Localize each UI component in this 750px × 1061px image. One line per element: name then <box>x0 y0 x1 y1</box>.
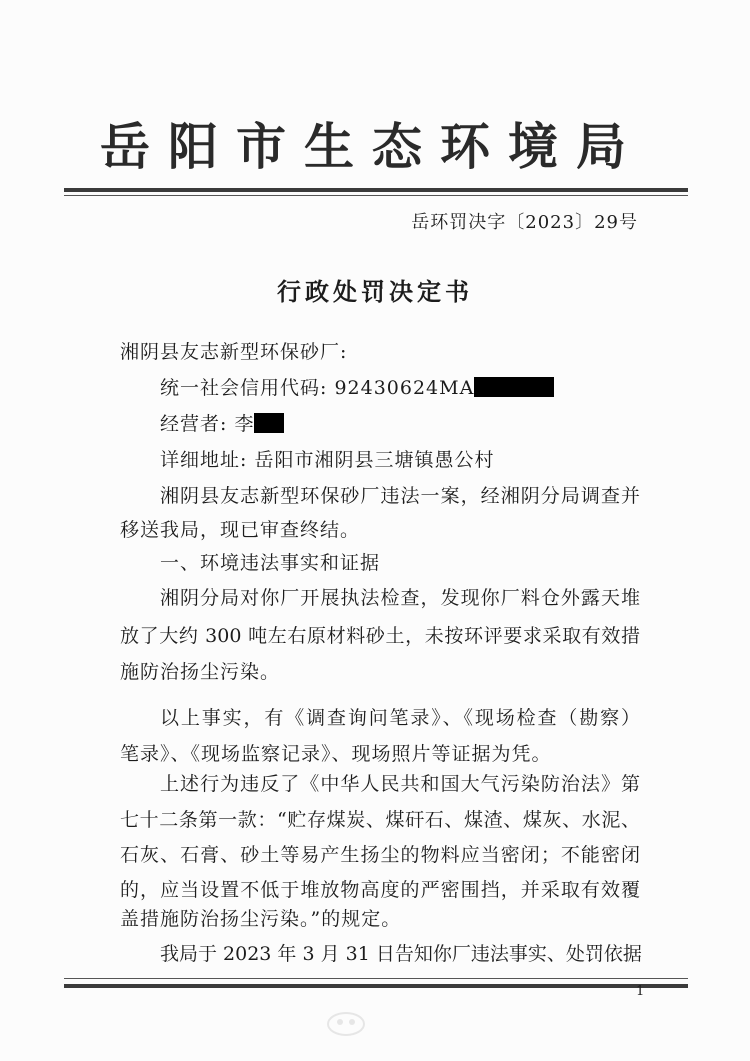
recipient-name: 湘阴县友志新型环保砂厂: <box>120 341 348 363</box>
body-line: 上述行为违反了《中华人民共和国大气污染防治法》第 <box>160 773 640 795</box>
redaction-bar <box>474 377 554 397</box>
body-line: 放了大约 300 吨左右原材料砂土，未按环评要求采取有效措 <box>120 625 640 647</box>
footer-divider-thick <box>64 984 688 988</box>
document-title: 行政处罚决定书 <box>277 277 473 306</box>
credit-code-line <box>160 374 554 402</box>
body-line: 盖措施防治扬尘污染。”的规定。 <box>120 908 402 930</box>
header-divider-thin <box>64 195 688 196</box>
header-divider-thick <box>64 188 688 192</box>
body-line: 湘阴县友志新型环保砂厂违法一案，经湘阴分局调查并 <box>160 485 640 507</box>
credit-code-text: 统一社会信用代码: 92430624MA <box>160 377 475 399</box>
address-line: 详细地址: 岳阳市湘阴县三塘镇愚公村 <box>160 449 495 471</box>
section-heading: 一、环境违法事实和证据 <box>160 552 381 574</box>
document-number: 岳环罚决字〔2023〕29号 <box>411 212 638 233</box>
redaction-bar <box>254 413 284 433</box>
org-name-header: 岳阳市生态环境局 <box>100 117 644 176</box>
body-line: 施防治扬尘污染。 <box>120 661 281 683</box>
body-line: 七十二条第一款：“贮存煤炭、煤矸石、煤渣、煤灰、水泥、 <box>120 809 640 831</box>
footer-divider-thin <box>64 978 688 979</box>
body-line: 石灰、石膏、砂土等易产生扬尘的物料应当密闭；不能密闭 <box>120 844 640 866</box>
operator-text: 经营者: 李 <box>160 413 255 435</box>
page-number: 1 <box>636 984 645 999</box>
body-line: 的，应当设置不低于堆放物高度的严密围挡，并采取有效覆 <box>120 879 640 901</box>
body-line: 移送我局，现已审查终结。 <box>120 519 361 541</box>
body-line: 笔录》、《现场监察记录》、现场照片等证据为凭。 <box>120 743 552 765</box>
body-line: 我局于 2023 年 3 月 31 日告知你厂违法事实、处罚依据 <box>160 943 642 965</box>
operator-line <box>160 410 284 438</box>
body-line: 以上事实，有《调查询问笔录》、《现场检查（勘察） <box>160 707 640 729</box>
body-line: 湘阴分局对你厂开展执法检查，发现你厂料仓外露天堆 <box>160 587 640 609</box>
watermark-logo-icon <box>325 1008 367 1038</box>
